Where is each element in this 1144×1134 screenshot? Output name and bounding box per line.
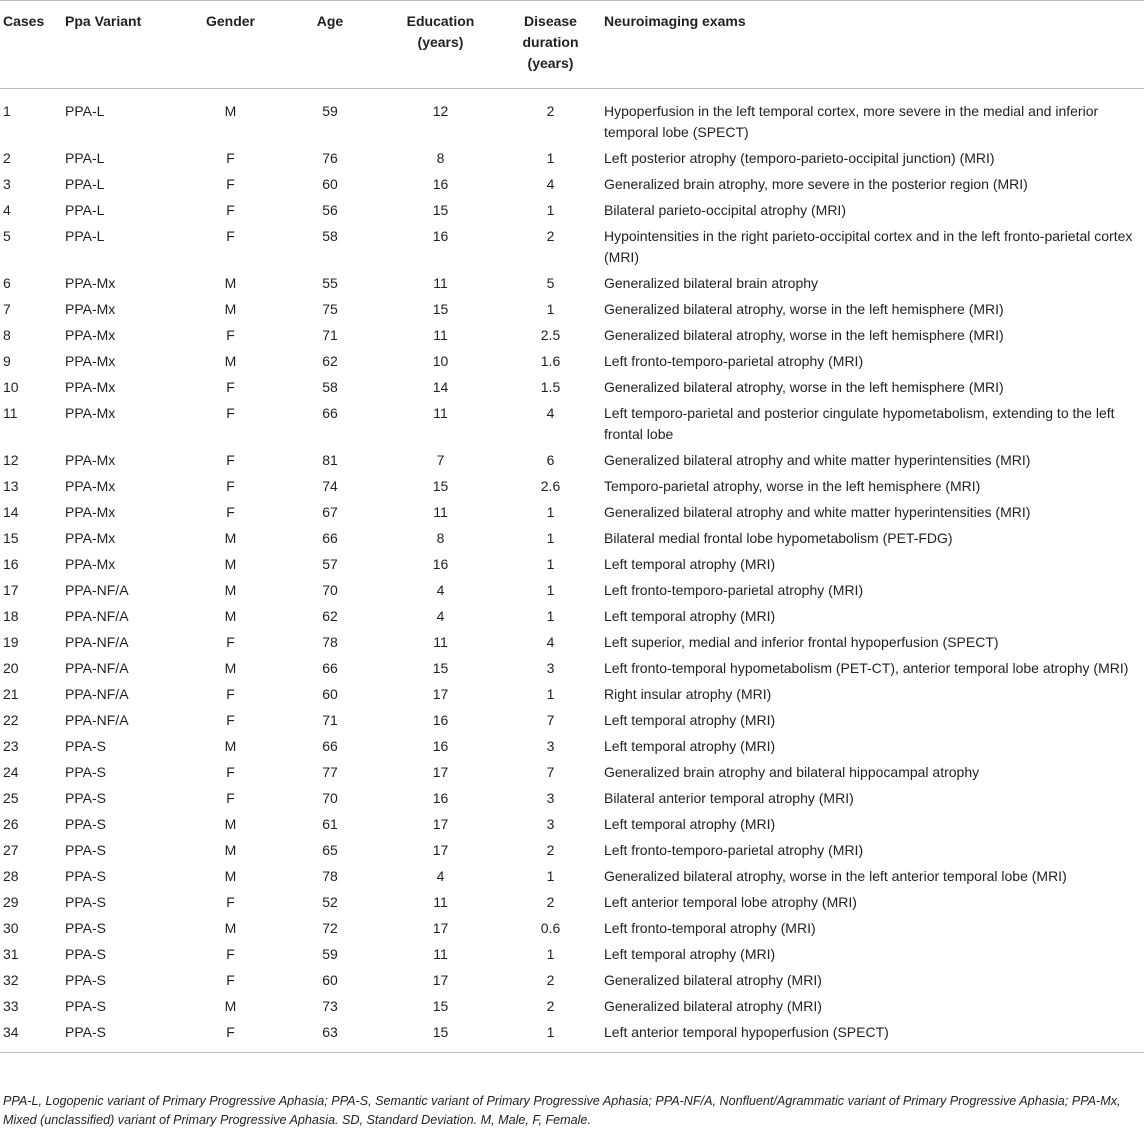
cell-case: 32 [3, 972, 19, 988]
table-row [0, 760, 1144, 786]
cell-education: 16 [432, 176, 449, 192]
cell-gender: M [224, 660, 237, 676]
table-row [0, 500, 1144, 526]
table-row [0, 349, 1144, 375]
cell-case: 34 [0, 1020, 65, 1053]
cell-variant: PPA-NF/A [65, 686, 129, 702]
cell-variant: PPA-S [65, 738, 106, 754]
cell-neuroimaging: Generalized bilateral atrophy, worse in the left hemisphere (MRI) [604, 327, 1004, 343]
cell-age: 66 [322, 738, 338, 754]
cell-neuroimaging: Left fronto-temporal atrophy (MRI) [604, 920, 816, 936]
cell-duration: 7 [546, 712, 555, 728]
cell-neuroimaging: Left fronto-temporal hypometabolism (PET-CT), anterior temporal lobe atrophy (MRI) [604, 660, 1129, 676]
cell-education: 15 [432, 202, 449, 218]
cell-duration: 4 [546, 176, 555, 192]
cell-gender: M [224, 842, 237, 858]
cell-variant: PPA-S [65, 868, 106, 884]
cell-education: 16 [432, 712, 449, 728]
cell-education: 4 [436, 868, 445, 884]
cell-duration: 1.5 [540, 379, 561, 395]
cell-variant: PPA-S [65, 972, 106, 988]
cell-gender: M [224, 608, 237, 624]
cell-case: 21 [3, 686, 19, 702]
cell-duration: 2 [546, 998, 555, 1014]
cell-age: 70 [322, 790, 338, 806]
cell-age: 66 [322, 530, 338, 546]
cell-case: 25 [3, 790, 19, 806]
cell-case: 8 [3, 327, 11, 343]
cell-variant: PPA-S [65, 764, 106, 780]
cell-case: 17 [3, 582, 19, 598]
cell-gender: F [226, 228, 235, 244]
table-row [0, 942, 1144, 968]
cell-variant: PPA-L [65, 202, 105, 218]
cell-education: 11 [433, 275, 448, 291]
cell-age: 65 [322, 842, 338, 858]
cell-gender: F [226, 972, 235, 988]
cell-duration: 1 [546, 868, 555, 884]
cell-variant: PPA-Mx [65, 275, 116, 291]
cell-variant: PPA-NF/A [65, 582, 129, 598]
cell-education: 14 [432, 379, 449, 395]
cell-duration: 3 [546, 790, 555, 806]
cell-gender: F [226, 894, 235, 910]
cell-duration: 3 [546, 816, 555, 832]
table-row [0, 224, 1144, 271]
cell-education: 16 [432, 790, 449, 806]
cell-variant: PPA-Mx [65, 556, 116, 572]
cell-age: 60 [322, 686, 338, 702]
table-header [0, 1, 1144, 89]
cell-variant: PPA-Mx [65, 478, 116, 494]
cell-education: 17 [432, 920, 449, 936]
cell-duration: 3 [546, 738, 555, 754]
cell-case: 2 [3, 150, 11, 166]
cell-case: 16 [3, 556, 19, 572]
cell-education: 17 [432, 816, 449, 832]
cell-neuroimaging: Hypoperfusion in the left temporal cortex, more severe in the medial and inferior temporal lobe (SPECT) [604, 103, 1099, 140]
cell-education: 15 [432, 478, 449, 494]
header-cases: Cases [0, 1, 65, 89]
cell-education: 12 [432, 103, 449, 119]
cell-gender: F [226, 946, 235, 962]
cell-gender: M [224, 353, 237, 369]
cell-gender: F [226, 478, 235, 494]
header-duration: Disease duration (years) [499, 1, 602, 89]
cell-variant: PPA-S [65, 920, 106, 936]
table-row [0, 401, 1144, 448]
cell-age: 73 [322, 998, 338, 1014]
cell-age: 66 [322, 405, 338, 421]
cell-neuroimaging: Left temporal atrophy (MRI) [604, 816, 776, 832]
cell-duration: 1 [546, 150, 555, 166]
cell-neuroimaging: Left anterior temporal lobe atrophy (MRI) [604, 894, 857, 910]
cell-education: 4 [436, 608, 445, 624]
cell-variant: PPA-NF/A [65, 712, 129, 728]
cell-neuroimaging: Generalized bilateral atrophy, worse in the left hemisphere (MRI) [604, 379, 1004, 395]
cell-age: 77 [322, 764, 338, 780]
cell-duration: 1 [499, 1020, 602, 1053]
cell-variant: PPA-S [65, 946, 106, 962]
cell-duration: 1.6 [540, 353, 561, 369]
cell-variant: PPA-Mx [65, 327, 116, 343]
cell-age: 76 [322, 150, 338, 166]
cell-gender: M [224, 582, 237, 598]
cell-duration: 2 [546, 972, 555, 988]
cell-neuroimaging: Generalized bilateral atrophy (MRI) [604, 972, 822, 988]
cell-variant: PPA-Mx [65, 405, 116, 421]
cell-variant: PPA-L [65, 176, 105, 192]
cell-age: 66 [322, 660, 338, 676]
cell-neuroimaging: Bilateral anterior temporal atrophy (MRI) [604, 790, 854, 806]
cell-duration: 7 [546, 764, 555, 780]
table-row [0, 890, 1144, 916]
cell-age: 74 [322, 478, 338, 494]
cell-case: 28 [3, 868, 19, 884]
cell-education: 11 [433, 504, 448, 520]
cell-education: 11 [433, 405, 448, 421]
cell-education: 16 [432, 228, 449, 244]
header-variant: Ppa Variant [65, 1, 183, 89]
table-row [0, 323, 1144, 349]
table-row [0, 864, 1144, 890]
cell-age: 60 [322, 972, 338, 988]
cell-duration: 5 [546, 275, 555, 291]
cell-neuroimaging: Bilateral parieto-occipital atrophy (MRI) [604, 202, 846, 218]
cell-gender: M [224, 868, 237, 884]
table-row [0, 994, 1144, 1020]
cell-education: 16 [432, 738, 449, 754]
table-row [0, 708, 1144, 734]
cell-case: 9 [3, 353, 11, 369]
cell-age: 59 [322, 103, 338, 119]
cell-education: 16 [432, 556, 449, 572]
cell-case: 7 [3, 301, 11, 317]
cell-neuroimaging: Generalized bilateral brain atrophy [604, 275, 819, 291]
cell-neuroimaging: Left temporal atrophy (MRI) [604, 556, 776, 572]
cell-duration: 0.6 [540, 920, 561, 936]
cell-case: 10 [3, 379, 19, 395]
table-row [0, 786, 1144, 812]
cell-neuroimaging: Right insular atrophy (MRI) [604, 686, 772, 702]
cell-case: 3 [3, 176, 11, 192]
cell-education: 17 [432, 842, 449, 858]
cell-neuroimaging: Left temporal atrophy (MRI) [604, 712, 776, 728]
header-neuroimaging: Neuroimaging exams [602, 1, 1144, 89]
cell-education: 8 [436, 530, 445, 546]
cell-neuroimaging: Generalized brain atrophy and bilateral hippocampal atrophy [604, 764, 980, 780]
cell-duration: 2 [546, 842, 555, 858]
cell-variant: PPA-Mx [65, 353, 116, 369]
cell-variant: PPA-S [65, 842, 106, 858]
cell-case: 26 [3, 816, 19, 832]
cell-gender: F [226, 764, 235, 780]
cell-age: 58 [322, 228, 338, 244]
cell-neuroimaging: Temporo-parietal atrophy, worse in the left hemisphere (MRI) [604, 478, 981, 494]
cell-age: 71 [322, 712, 338, 728]
cell-education: 8 [436, 150, 445, 166]
table-row [0, 448, 1144, 474]
cell-age: 62 [322, 608, 338, 624]
cell-neuroimaging: Left temporal atrophy (MRI) [604, 738, 776, 754]
cell-case: 33 [3, 998, 19, 1014]
cell-age: 61 [322, 816, 338, 832]
cell-education: 7 [436, 452, 445, 468]
header-row [0, 1, 1144, 89]
cell-gender: F [226, 176, 235, 192]
cell-age: 78 [322, 634, 338, 650]
cell-variant: PPA-NF/A [65, 660, 129, 676]
cell-neuroimaging: Left anterior temporal hypoperfusion (SPECT) [602, 1020, 1144, 1053]
cell-gender: M [224, 275, 237, 291]
table-row [0, 734, 1144, 760]
cell-case: 24 [3, 764, 19, 780]
cell-education: 15 [432, 998, 449, 1014]
cell-duration: 3 [546, 660, 555, 676]
table-row [0, 682, 1144, 708]
table-body [0, 89, 1144, 1053]
cell-duration: 6 [546, 452, 555, 468]
cell-duration: 2 [546, 894, 555, 910]
table-row [0, 812, 1144, 838]
cell-gender: M [224, 816, 237, 832]
cell-education: 4 [436, 582, 445, 598]
cell-neuroimaging: Left fronto-temporo-parietal atrophy (MRI) [604, 582, 864, 598]
cell-case: 27 [3, 842, 19, 858]
cell-neuroimaging: Left superior, medial and inferior frontal hypoperfusion (SPECT) [604, 634, 999, 650]
cell-variant: PPA-S [65, 790, 106, 806]
table-row [0, 526, 1144, 552]
cell-variant: PPA-Mx [65, 504, 116, 520]
cell-age: 60 [322, 176, 338, 192]
cell-case: 31 [3, 946, 19, 962]
cell-gender: F [226, 712, 235, 728]
table-row [0, 375, 1144, 401]
cell-age: 71 [322, 327, 338, 343]
cell-age: 72 [322, 920, 338, 936]
cell-duration: 1 [546, 504, 555, 520]
cell-education: 15 [432, 301, 449, 317]
cell-age: 55 [322, 275, 338, 291]
cell-duration: 1 [546, 301, 555, 317]
cell-education: 11 [433, 894, 448, 910]
cell-case: 19 [3, 634, 19, 650]
cell-duration: 4 [546, 634, 555, 650]
cell-education: 11 [433, 327, 448, 343]
cell-education: 11 [433, 946, 448, 962]
table-row [0, 630, 1144, 656]
cell-duration: 2.5 [540, 327, 561, 343]
cell-duration: 1 [546, 556, 555, 572]
cell-age: 52 [322, 894, 338, 910]
cell-neuroimaging: Left temporal atrophy (MRI) [604, 946, 776, 962]
cell-education: 11 [433, 634, 448, 650]
cell-variant: PPA-NF/A [65, 634, 129, 650]
table-row [0, 271, 1144, 297]
table-row [0, 474, 1144, 500]
cell-case: 30 [3, 920, 19, 936]
cell-neuroimaging: Left fronto-temporo-parietal atrophy (MRI) [604, 842, 864, 858]
cell-variant: PPA-Mx [65, 301, 116, 317]
cell-gender: F [226, 504, 235, 520]
table-row [0, 198, 1144, 224]
cell-education: 10 [432, 353, 449, 369]
cell-education: 17 [432, 972, 449, 988]
cell-duration: 1 [546, 686, 555, 702]
cell-duration: 2.6 [540, 478, 561, 494]
cell-gender: F [226, 150, 235, 166]
cell-neuroimaging: Left posterior atrophy (temporo-parieto-occipital junction) (MRI) [604, 150, 995, 166]
cell-case: 1 [3, 103, 11, 119]
cell-gender: F [226, 405, 235, 421]
cell-variant: PPA-S [65, 894, 106, 910]
table-footnote: PPA-L, Logopenic variant of Primary Progressive Aphasia; PPA-S, Semantic variant of Primary Progressive Aphasia; PPA-NF/A, Nonfluent/Agrammatic variant of Primary Progressive Aphasia; PPA-Mx, Mixed (unclassified) variant of Primary Progressive Aphasia. SD, Standard Deviation. M, Male, F, Female. [3, 1094, 1121, 1127]
table-row [0, 1020, 1144, 1053]
cell-duration: 1 [546, 202, 555, 218]
cell-age: 58 [322, 379, 338, 395]
cell-duration: 4 [546, 405, 555, 421]
table-row [0, 172, 1144, 198]
cell-gender: F [226, 634, 235, 650]
cell-neuroimaging: Generalized bilateral atrophy and white matter hyperintensities (MRI) [604, 504, 1031, 520]
cell-variant: PPA-L [65, 228, 105, 244]
cell-duration: 1 [546, 608, 555, 624]
cell-gender: M [224, 738, 237, 754]
cell-case: 20 [3, 660, 19, 676]
table-row [0, 604, 1144, 630]
table-row [0, 89, 1144, 147]
cell-gender: M [224, 301, 237, 317]
cell-gender: M [224, 530, 237, 546]
cell-gender: F [226, 686, 235, 702]
cell-case: 5 [3, 228, 11, 244]
cell-neuroimaging: Hypointensities in the right parieto-occipital cortex and in the left fronto-parietal cortex (MRI) [604, 228, 1133, 265]
cell-gender: F [226, 202, 235, 218]
cell-age: 59 [322, 946, 338, 962]
cell-education: 17 [432, 764, 449, 780]
header-age: Age [278, 1, 382, 89]
cell-gender: M [224, 103, 237, 119]
cell-case: 12 [3, 452, 19, 468]
cell-duration: 1 [546, 946, 555, 962]
cell-variant: PPA-Mx [65, 530, 116, 546]
cell-age: 75 [322, 301, 338, 317]
table-row [0, 656, 1144, 682]
cell-variant: PPA-L [65, 150, 105, 166]
table-row [0, 578, 1144, 604]
cell-variant: PPA-NF/A [65, 608, 129, 624]
cell-duration: 1 [546, 582, 555, 598]
cell-age: 81 [322, 452, 338, 468]
cell-neuroimaging: Generalized bilateral atrophy (MRI) [604, 998, 822, 1014]
table-row [0, 552, 1144, 578]
cell-gender: M [224, 920, 237, 936]
cell-variant: PPA-Mx [65, 379, 116, 395]
table-row [0, 916, 1144, 942]
cell-neuroimaging: Generalized bilateral atrophy, worse in the left anterior temporal lobe (MRI) [604, 868, 1067, 884]
cell-gender: M [224, 556, 237, 572]
cell-variant: PPA-S [65, 998, 106, 1014]
cell-case: 14 [3, 504, 19, 520]
cell-gender: F [226, 452, 235, 468]
cell-age: 57 [322, 556, 338, 572]
cell-duration: 2 [546, 228, 555, 244]
cell-neuroimaging: Generalized bilateral atrophy, worse in the left hemisphere (MRI) [604, 301, 1004, 317]
cell-case: 11 [3, 405, 18, 421]
cell-case: 15 [3, 530, 19, 546]
cell-education: 17 [432, 686, 449, 702]
cell-gender: F [183, 1020, 278, 1053]
cell-neuroimaging: Generalized brain atrophy, more severe in the posterior region (MRI) [604, 176, 1028, 192]
cell-education: 15 [432, 660, 449, 676]
header-education: Education (years) [382, 1, 499, 89]
cell-age: 70 [322, 582, 338, 598]
cell-age: 56 [322, 202, 338, 218]
cell-neuroimaging: Left temporal atrophy (MRI) [604, 608, 776, 624]
cell-case: 23 [3, 738, 19, 754]
cell-education: 15 [382, 1020, 499, 1053]
cell-case: 6 [3, 275, 11, 291]
cell-case: 13 [3, 478, 19, 494]
cell-gender: M [224, 998, 237, 1014]
cell-age: 63 [278, 1020, 382, 1053]
cell-age: 67 [322, 504, 338, 520]
table-row [0, 968, 1144, 994]
cell-variant: PPA-S [65, 816, 106, 832]
cell-duration: 2 [546, 103, 555, 119]
cell-case: 18 [3, 608, 19, 624]
cell-gender: F [226, 327, 235, 343]
table-row [0, 146, 1144, 172]
cell-gender: F [226, 379, 235, 395]
cell-neuroimaging: Bilateral medial frontal lobe hypometabolism (PET-FDG) [604, 530, 953, 546]
cell-age: 62 [322, 353, 338, 369]
cell-case: 22 [3, 712, 19, 728]
cell-neuroimaging: Generalized bilateral atrophy and white matter hyperintensities (MRI) [604, 452, 1031, 468]
header-gender: Gender [183, 1, 278, 89]
cell-variant: PPA-Mx [65, 452, 116, 468]
cell-gender: F [226, 790, 235, 806]
cell-age: 78 [322, 868, 338, 884]
table-row [0, 838, 1144, 864]
cell-duration: 1 [546, 530, 555, 546]
cell-variant: PPA-L [65, 103, 105, 119]
cell-variant: PPA-S [65, 1020, 183, 1053]
table-row [0, 297, 1144, 323]
cell-neuroimaging: Left fronto-temporo-parietal atrophy (MRI) [604, 353, 864, 369]
cell-neuroimaging: Left temporo-parietal and posterior cingulate hypometabolism, extending to the left frontal lobe [604, 405, 1115, 442]
cell-case: 4 [3, 202, 11, 218]
cell-case: 29 [3, 894, 19, 910]
